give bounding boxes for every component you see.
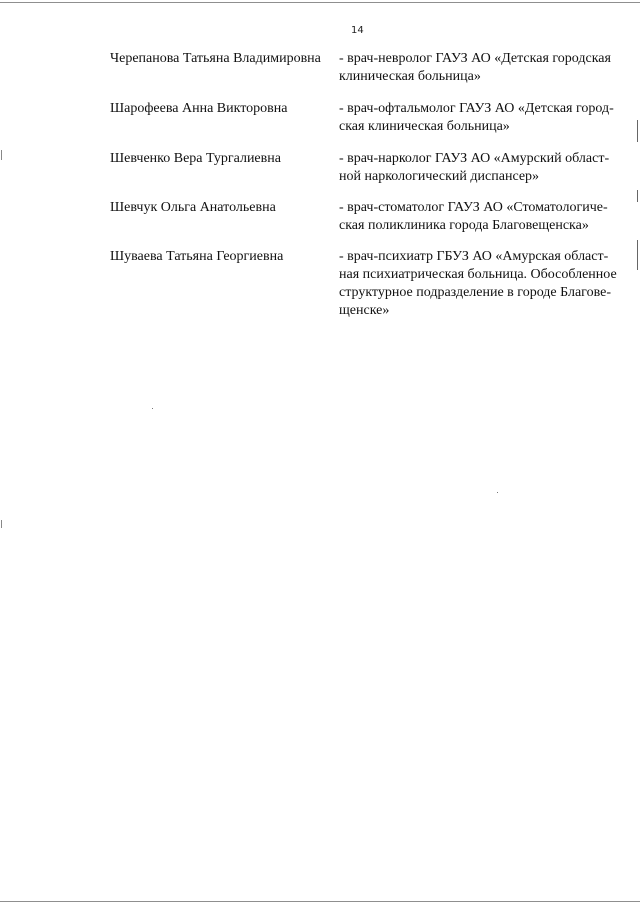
person-position — [339, 248, 629, 320]
scan-left-mark — [1, 520, 2, 528]
position-line: - врач-нарколог ГАУЗ АО «Амурский област- — [339, 151, 610, 166]
person-name: Шевченко Вера Тургалиевна — [110, 151, 281, 166]
scan-top-edge — [0, 2, 640, 3]
person-name: Шарофеева Анна Викторовна — [110, 101, 288, 116]
scan-bottom-edge — [0, 901, 640, 902]
person-position — [339, 100, 629, 136]
position-line: - врач-психиатр ГБУЗ АО «Амурская област- — [339, 249, 609, 264]
scan-right-mark — [637, 190, 638, 202]
person-name: Шевчук Ольга Анатольевна — [110, 200, 276, 215]
scan-right-mark — [637, 240, 638, 270]
position-line: щенске» — [339, 303, 390, 318]
position-line: структурное подразделение в городе Благове- — [339, 285, 611, 300]
scan-speck — [497, 492, 498, 493]
position-line: - врач-стоматолог ГАУЗ АО «Стоматологиче- — [339, 200, 608, 215]
scan-speck — [152, 408, 153, 409]
position-line: ская поликлиника города Благовещенска» — [339, 218, 589, 233]
scan-left-mark — [1, 150, 2, 160]
person-name: Шуваева Татьяна Георгиевна — [110, 249, 284, 264]
position-line: - врач-невролог ГАУЗ АО «Детская городская — [339, 51, 611, 66]
position-line: - врач-офтальмолог ГАУЗ АО «Детская город- — [339, 101, 614, 116]
person-position — [339, 50, 629, 86]
page-number: 14 — [351, 25, 364, 36]
position-line: ной наркологический диспансер» — [339, 169, 540, 184]
position-line: клиническая больница» — [339, 69, 481, 84]
position-line: ская клиническая больница» — [339, 119, 510, 134]
person-position — [339, 150, 629, 186]
person-position — [339, 199, 629, 235]
person-name: Черепанова Татьяна Владимировна — [110, 51, 321, 66]
scan-right-mark — [637, 120, 638, 142]
position-line: ная психиатрическая больница. Обособленное — [339, 267, 617, 282]
